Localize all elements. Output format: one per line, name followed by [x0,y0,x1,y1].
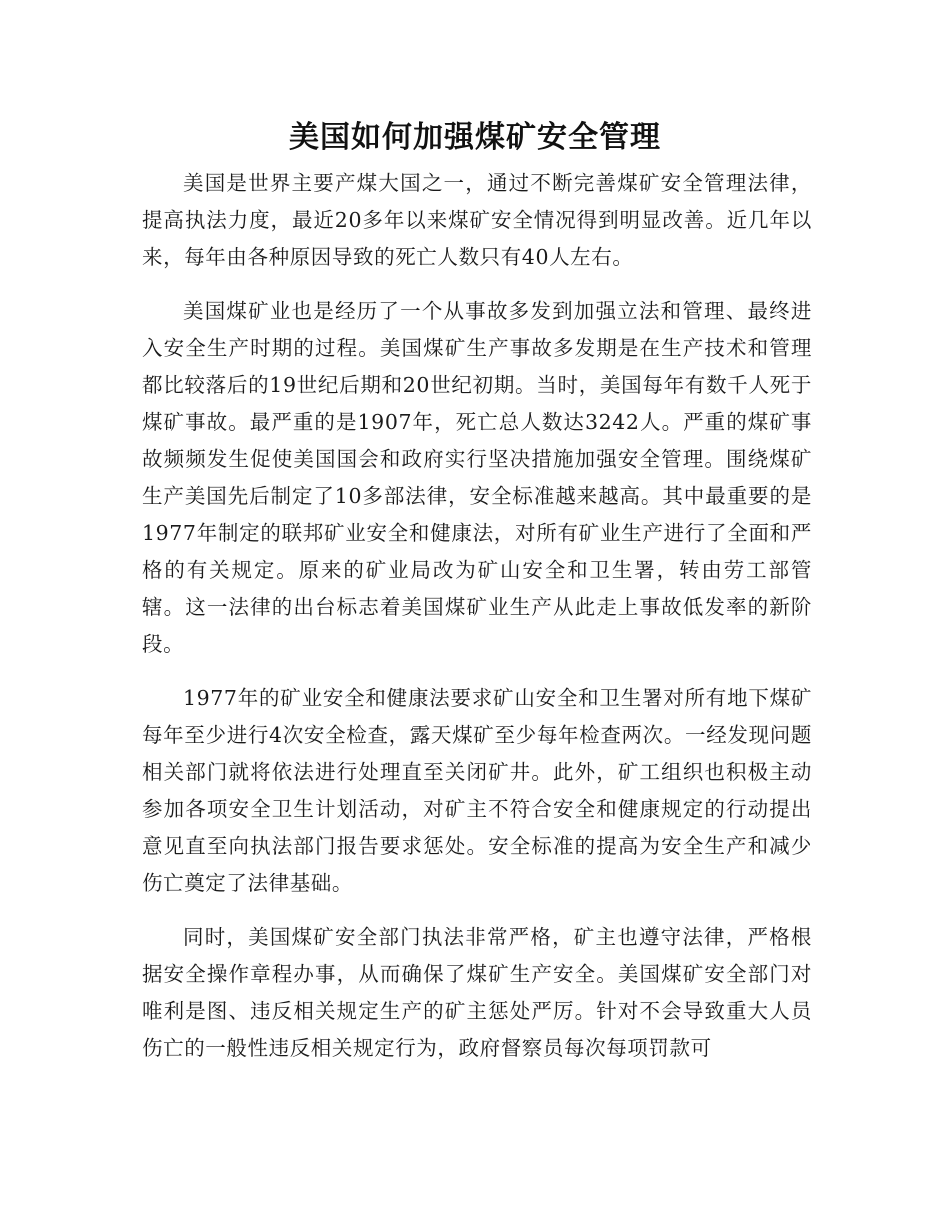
document-body [142,165,812,1084]
document-title: 美国如何加强煤矿安全管理 [289,120,661,155]
paragraph-2: 美国煤矿业也是经历了一个从事故多发到加强立法和管理、最终进入安全生产时期的过程。美国煤矿生产事故多发期是在生产技术和管理都比较落后的19世纪后期和20世纪初期。当时，美国每年有数千人死于煤矿事故。最严重的是1907年，死亡总人数达3242人。严重的煤矿事故频频发生促使美国国会和政府实行坚决措施加强安全管理。围绕煤矿生产美国先后制定了10多部法律，安全标准越来越高。其中最重要的是1977年制定的联邦矿业安全和健康法，对所有矿业生产进行了全面和严格的有关规定。原来的矿业局改为矿山安全和卫生署，转由劳工部管辖。这一法律的出台标志着美国煤矿业生产从此走上事故低发率的新阶段。 [142,299,812,656]
paragraph-1: 美国是世界主要产煤大国之一，通过不断完善煤矿安全管理法律，提高执法力度，最近20多年以来煤矿安全情况得到明显改善。近几年以来，每年由各种原因导致的死亡人数只有40人左右。 [142,171,812,269]
paragraph-4: 同时，美国煤矿安全部门执法非常严格，矿主也遵守法律，严格根据安全操作章程办事，从而确保了煤矿生产安全。美国煤矿安全部门对唯利是图、违反相关规定生产的矿主惩处严厉。针对不会导致重大人员伤亡的一般性违反相关规定行为，政府督察员每次每项罚款可 [142,925,812,1060]
paragraph-3: 1977年的矿业安全和健康法要求矿山安全和卫生署对所有地下煤矿每年至少进行4次安全检查，露天煤矿至少每年检查两次。一经发现问题相关部门就将依法进行处理直至关闭矿井。此外，矿工组织也积极主动参加各项安全卫生计划活动，对矿主不符合安全和健康规定的行动提出意见直至向执法部门报告要求惩处。安全标准的提高为安全生产和减少伤亡奠定了法律基础。 [142,686,812,895]
